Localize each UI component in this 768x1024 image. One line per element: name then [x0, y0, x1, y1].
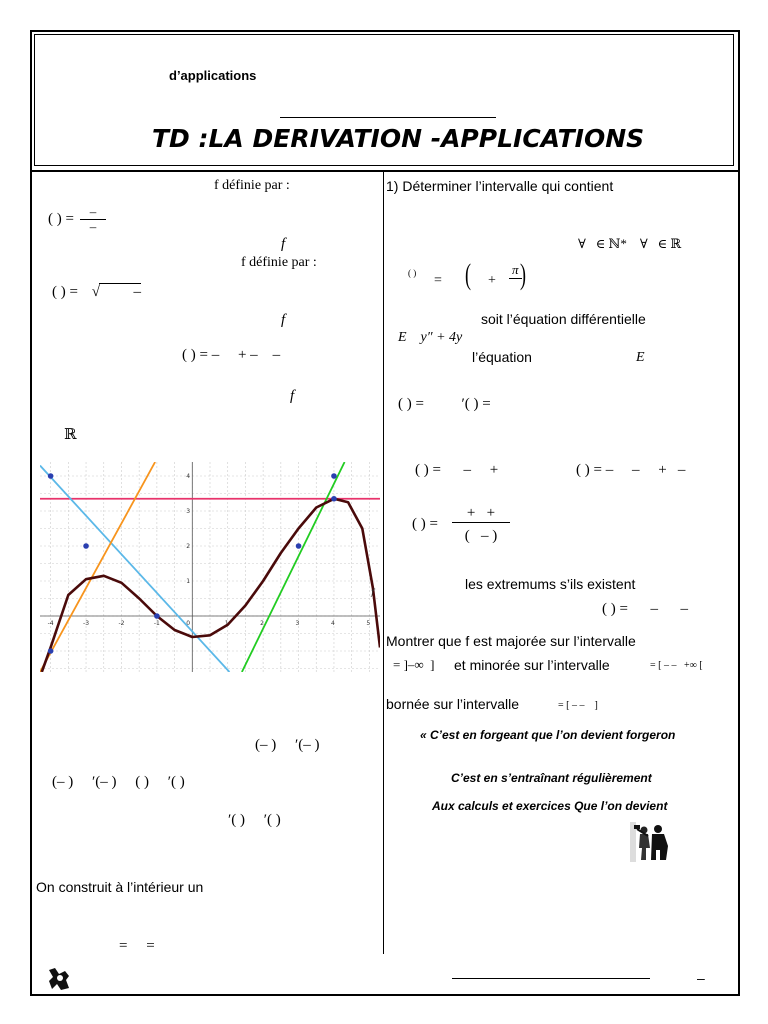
column-divider: [383, 172, 384, 954]
graph-point: [83, 543, 89, 549]
x-tick-label: -2: [118, 620, 125, 627]
blacksmith-icon: [630, 820, 672, 862]
function-1: ( ) = – +: [415, 462, 499, 478]
curve-label-f: f: [371, 588, 375, 597]
small-paren: ( ): [408, 268, 417, 278]
extremum-expression: ( ) = – –: [602, 601, 688, 617]
f-symbol-3: f: [290, 388, 295, 404]
quote-line-1: « C’est en forgeant que l’on devient forgeron: [420, 728, 676, 742]
f-frac-num: –: [80, 205, 107, 220]
question-f-prime-1: (– ) ′(– ): [255, 737, 320, 753]
x-tick-label: 5: [366, 620, 371, 627]
graph-point: [154, 613, 160, 619]
diff-eq-text: soit l’équation différentielle: [481, 311, 646, 327]
y-tick-label: 4: [186, 473, 191, 480]
g-inner: –: [99, 283, 141, 301]
header-subtitle: d’applications: [169, 68, 257, 83]
majoree-text: Montrer que f est majorée sur l’intervalle: [386, 633, 636, 649]
x-tick-label: -4: [47, 620, 54, 627]
f-expr-lhs: ( ) =: [48, 210, 74, 227]
f-symbol-1: f: [281, 236, 286, 252]
f-symbol-2: f: [281, 312, 286, 328]
curve-f: [42, 499, 380, 672]
page-title: TD :LA DERIVATION -APPLICATIONS: [152, 124, 645, 153]
eq-sign: =: [434, 273, 442, 288]
x-tick-label: 2: [260, 620, 264, 627]
graph-point: [48, 648, 54, 654]
graph-point: [296, 543, 302, 549]
h-expression: ( ) = – + – –: [182, 347, 281, 363]
equation-label: l’équation: [472, 349, 532, 365]
question-f-prime-2: (– ) ′(– ) ( ) ′( ): [52, 774, 185, 790]
forall-quantifiers: ∀ ∈ ℕ* ∀ ∈ ℝ: [578, 236, 682, 251]
pi-numerator: π: [509, 262, 522, 279]
y-tick-label: 2: [186, 543, 191, 550]
frac-numerator: + +: [452, 505, 510, 523]
f-frac-den: –: [89, 219, 97, 234]
question-f-prime-3: ′( ) ′( ): [228, 812, 281, 828]
f-defined-2: f définie par :: [241, 255, 317, 270]
construct-text: On construit à l’intérieur un: [36, 879, 204, 895]
right-paren-big: ): [520, 258, 526, 291]
sqrt-symbol: √: [91, 284, 100, 300]
y-tick-label: 3: [186, 508, 191, 515]
graph-point: [48, 473, 54, 479]
quote-line-2: C’est en s’entraînant régulièrement: [451, 771, 652, 785]
left-paren-big: (: [465, 258, 471, 291]
origin-label: 0: [186, 620, 191, 627]
footer-rule: [30, 995, 738, 996]
extremums-text: les extremums s’ils existent: [465, 576, 636, 592]
x-tick-label: -1: [153, 620, 160, 627]
f-defined-1: f définie par :: [214, 178, 290, 193]
interval-2: = [ – – +∞ [: [650, 660, 703, 671]
x-tick-label: 4: [330, 620, 335, 627]
x-tick-label: 1: [224, 620, 229, 627]
f-expression-1: [48, 205, 106, 234]
g-expr-lhs: ( ) =: [52, 284, 78, 300]
function-graph: [40, 462, 380, 672]
y-tick-label: 1: [186, 578, 191, 585]
function-2: ( ) = – – + –: [576, 462, 686, 478]
frac-denominator: ( – ): [464, 528, 498, 544]
g-expression: [52, 283, 141, 301]
fp-line: ( ) = ′( ) =: [398, 396, 491, 412]
footer-logo-icon: [46, 966, 72, 992]
quote-line-3: Aux calculs et exercices Que l’on devient: [432, 799, 668, 813]
E-symbol: E: [636, 350, 645, 365]
plus-sign: +: [488, 273, 496, 288]
graph-point: [331, 473, 337, 479]
x-tick-label: -3: [83, 620, 90, 627]
equality-line: = =: [119, 938, 155, 954]
footer-rule-short: [452, 978, 650, 979]
x-tick-label: 3: [295, 620, 300, 627]
interval-3: = [ – – ]: [558, 700, 598, 711]
diff-equation: E y″ + 4y: [398, 330, 463, 345]
header-rule: [280, 117, 496, 118]
footer-dash: –: [697, 970, 705, 986]
tangent-blue-line: [40, 466, 229, 673]
interval-1: = ]–∞ ]: [393, 657, 435, 672]
question-1: 1) Déterminer l’intervalle qui contient: [386, 178, 614, 194]
bornee-text: bornée sur l’intervalle: [386, 696, 520, 712]
frac-lhs: ( ) =: [412, 516, 438, 532]
minoree-text: et minorée sur l’intervalle: [454, 657, 610, 673]
graph-point: [331, 496, 337, 502]
reals-symbol: ℝ: [64, 427, 77, 443]
